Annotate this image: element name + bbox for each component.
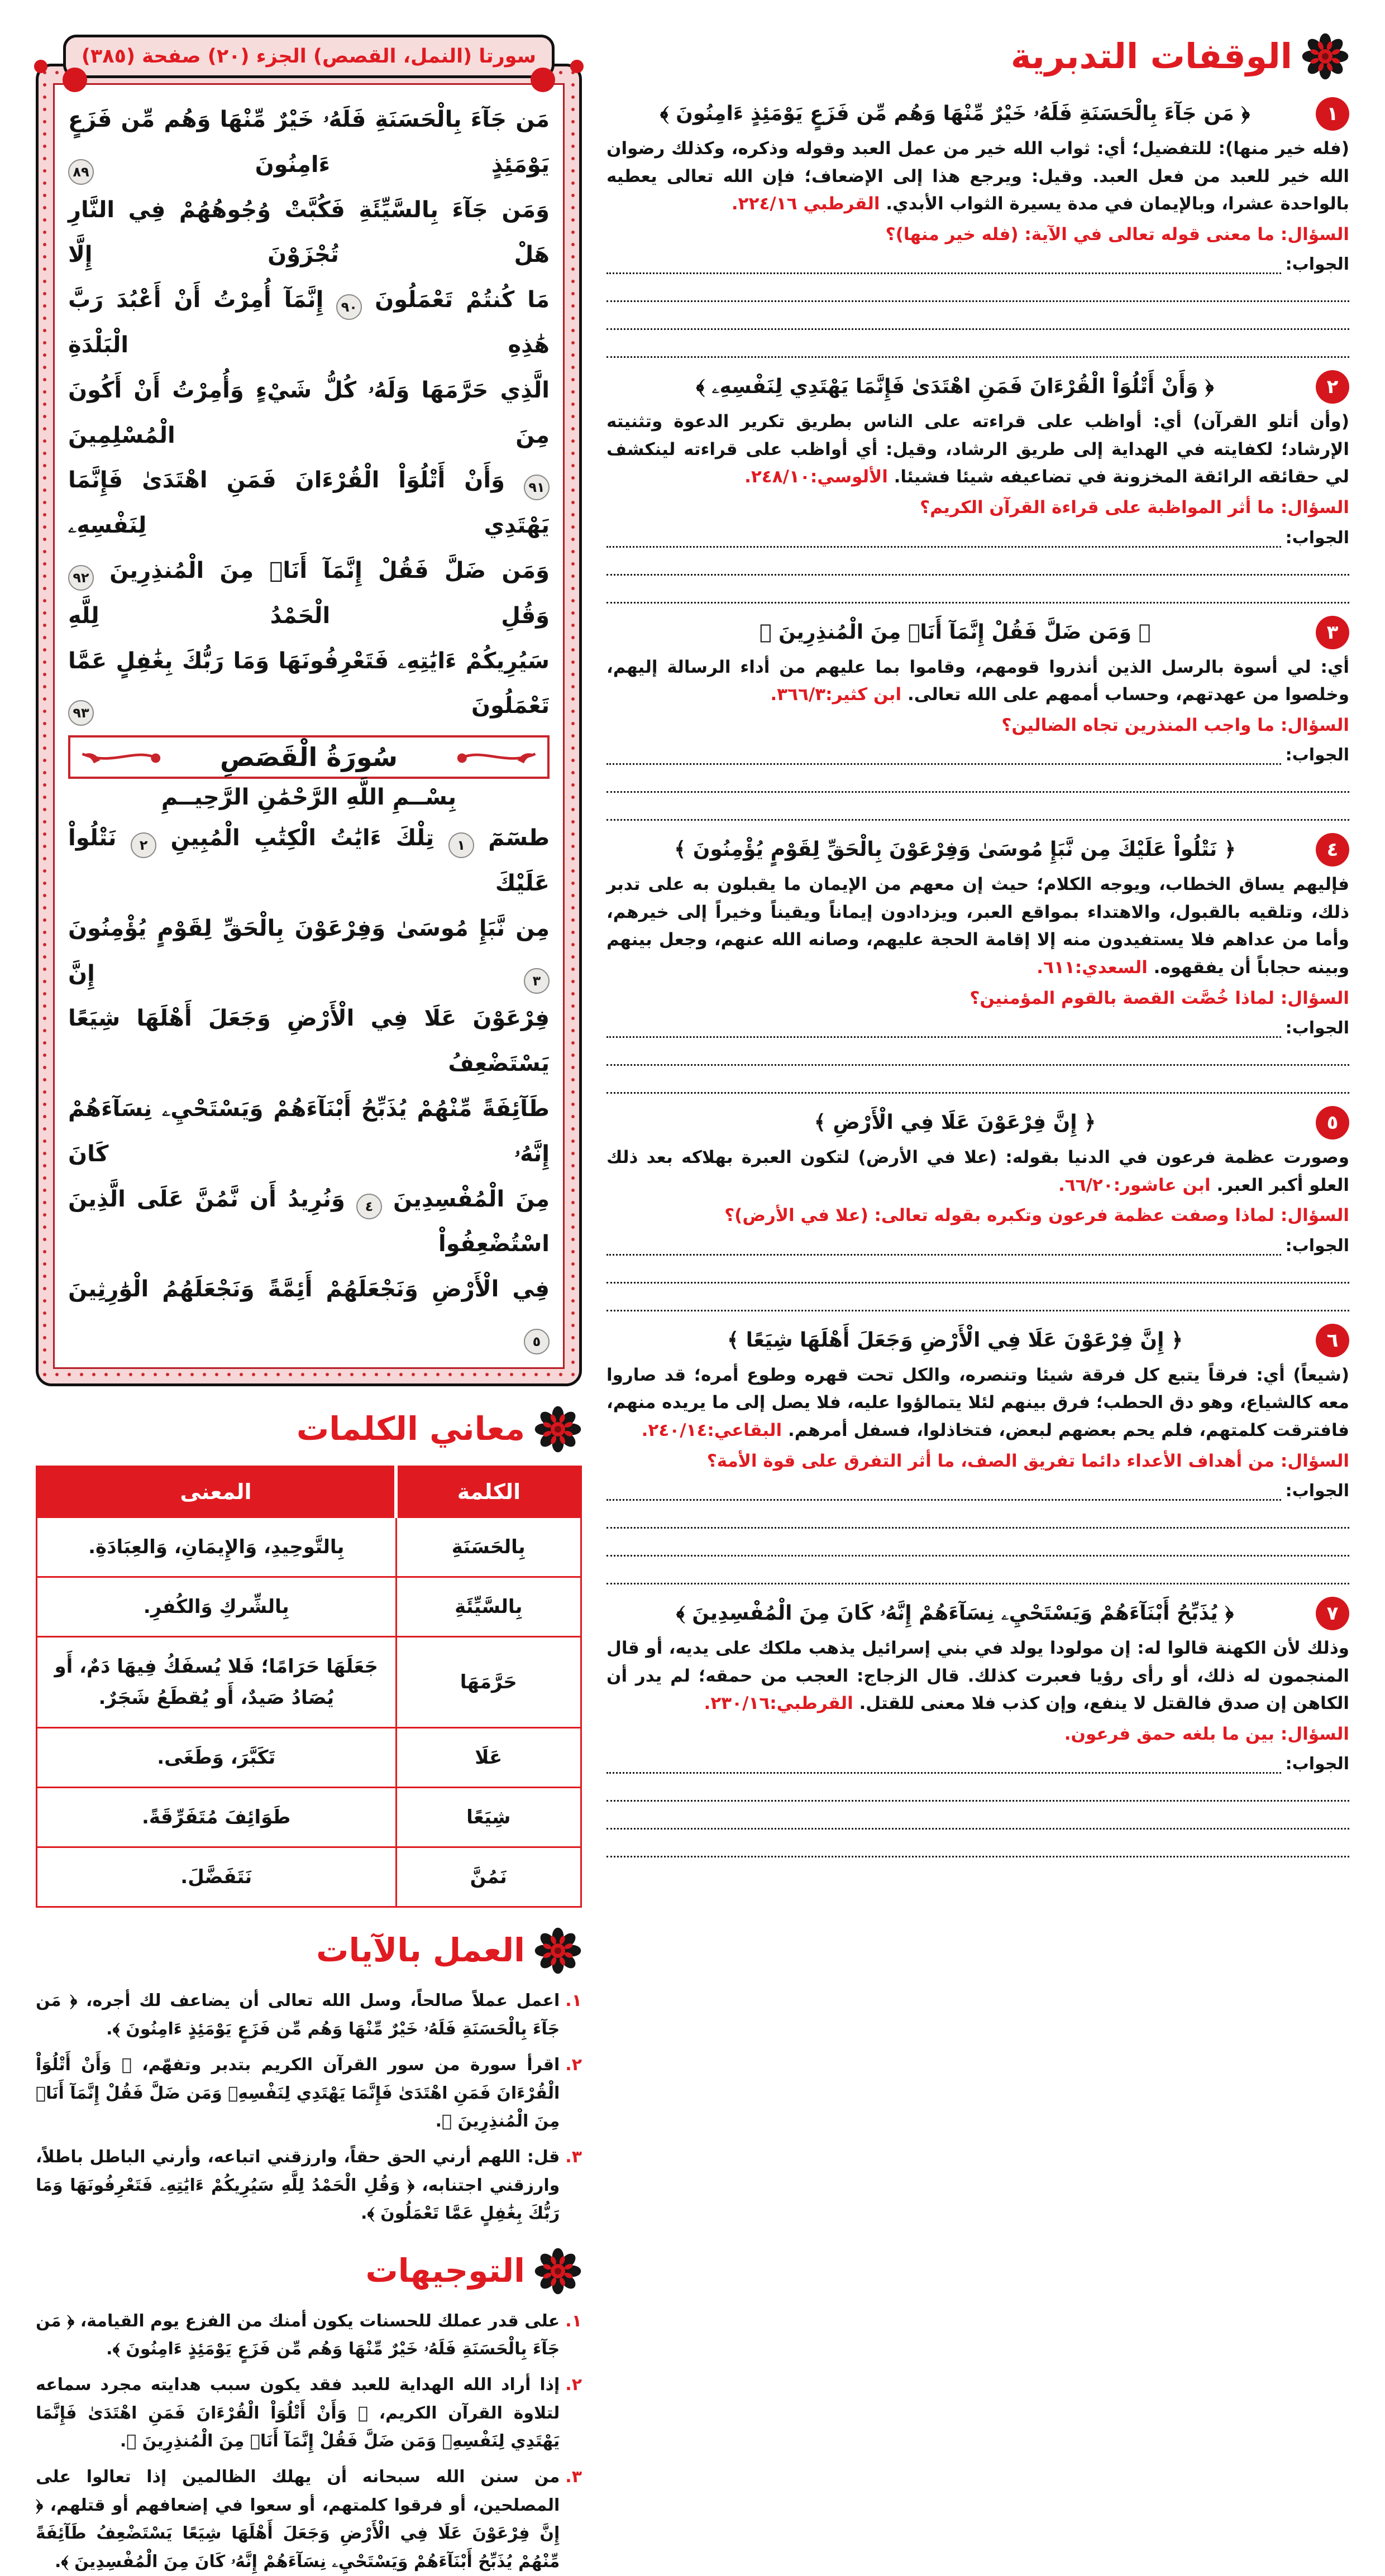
- question-body: لماذا خُصَّت القصة بالقوم المؤمنين؟: [970, 988, 1274, 1008]
- question-text: [606, 1203, 1349, 1229]
- question-body: من أهداف الأعداء دائما تفريق الصف، ما أثر التفرق على قوة الأمة؟: [707, 1451, 1274, 1471]
- meaning-cell: تَكَبَّرَ، وَطَغَى.: [37, 1728, 397, 1788]
- question-body: بين ما بلغه حمق فرعون.: [1064, 1724, 1274, 1744]
- question-label: السؤال:: [1281, 497, 1349, 518]
- answer-label: الجواب:: [1286, 1754, 1349, 1774]
- verse-text: ﴿ وَمَن ضَلَّ فَقُلْ إِنَّمَآ أَنَا۠ مِنَ الْمُنذِرِينَ ﴾: [606, 617, 1303, 648]
- answer-blank-line: [606, 1256, 1349, 1284]
- answer-row: [606, 1479, 1349, 1501]
- mushaf-lines-before: [68, 97, 550, 729]
- mushaf-line: وَمَن ضَلَّ فَقُلْ إِنَّمَآ أَنَا۠ مِنَ الْمُنذِرِينَ ٩٢ وَقُلِ الْحَمْدُ لِلَّهِ: [68, 548, 550, 639]
- ayah-number: ٩١: [524, 475, 550, 500]
- answer-row: [606, 744, 1349, 765]
- ayah-number: ٣: [524, 968, 550, 994]
- answer-extra-lines: [606, 1501, 1349, 1584]
- answer-blank-line: [606, 1501, 1349, 1529]
- commentary-text: [606, 1635, 1349, 1718]
- mushaf-line: وَمَن جَآءَ بِالسَّيِّئَةِ فَكُبَّتْ وُجُوهُهُمْ فِي النَّارِ هَلْ تُجْزَوْنَ إِلَّا: [68, 188, 550, 278]
- item-number: ٣.: [565, 2463, 582, 2576]
- list-item: [36, 1987, 582, 2043]
- answer-extra-lines: [606, 1256, 1349, 1311]
- meaning-cell: جَعَلَهَا حَرَامًا؛ فَلا يُسفَكُ فِيهَا دَمٌ، أَو يُصَادُ صَيدٌ، أَو يُقطَعُ شَجَرٌ.: [37, 1636, 397, 1727]
- question-text: [606, 712, 1349, 739]
- commentary-body: (شيعاً) أي: فرقاً يتبع كل فرقة شيئا وتنصره، والكل تحت قهره وطوع أمره؛ قد صاروا معه كالشياع، وهو دق الحطب؛ فرق بينهم لئلا يتمالؤوا عليه، فلا يصل إلى ما يريده منهم، فافترقت كلمتهم، فلم يحم بعضهم لبعض، فتخاذلوا، فسفل أمرهم.: [606, 1365, 1349, 1440]
- answer-label: الجواب:: [1286, 1481, 1349, 1501]
- question-body: ما أثر المواظبة على قراءة القرآن الكريم؟: [920, 497, 1274, 518]
- word-cell: بِالحَسَنَةِ: [396, 1517, 581, 1577]
- source-reference: ابن كثير:٣٦٦/٣.: [770, 684, 901, 705]
- item-text: على قدر عملك للحسنات يكون أمنك من الفزع يوم القيامة، ﴿ مَن جَآءَ بِالْحَسَنَةِ فَلَهُۥ خَيْرٌ مِّنْهَا وَهُم مِّن فَزَعٍ يَوْمَئِذٍ ءَامِنُونَ ﴾.: [36, 2307, 560, 2364]
- item-number: ٢.: [565, 2371, 582, 2455]
- tadabbur-section: [606, 1597, 1349, 1857]
- basmala: بِسْــمِ اللَّهِ الرَّحْمَٰنِ الرَّحِيــمِ: [68, 784, 550, 810]
- column-header-word: الكلمة: [396, 1466, 581, 1517]
- source-reference: القرطبي:٢٣٠/١٦.: [704, 1693, 853, 1713]
- answer-row: [606, 1234, 1349, 1256]
- verse-row: [606, 1597, 1349, 1630]
- rosette-icon: [534, 1927, 582, 1975]
- tadabbur-sections: [606, 85, 1349, 1857]
- commentary-text: [606, 408, 1349, 491]
- meaning-cell: نَتَفَضَّلَ.: [37, 1847, 397, 1907]
- commentary-body: وصورت عظمة فرعون في الدنيا بقوله: (علا في الأرض) لتكون العبرة بهلاكه بعد ذلك العلو أكبر العبر.: [606, 1147, 1349, 1195]
- table-row: [37, 1517, 581, 1577]
- word-cell: شِيَعًا: [396, 1788, 581, 1847]
- ayah-number: ٩٣: [68, 700, 94, 726]
- answer-blank-line: [606, 302, 1349, 330]
- verse-text: ﴿ نَتْلُواْ عَلَيْكَ مِن نَّبَإِ مُوسَىٰ وَفِرْعَوْنَ بِالْحَقِّ لِقَوْمٍ يُؤْمِنُونَ ﴾: [606, 834, 1303, 865]
- commentary-body: (فله خير منها): للتفضيل؛ أي: ثواب الله خير من عمل العبد وقوله وذكره، وكذلك رضوان الله خير للعبد من فعل العبد. وقيل: ويرجع هذا إلى الإضعاف؛ فإن الله تعالى يعطيه بالواحدة عشرا، وبالإيمان في مدة يسيرة الثواب الأبدي.: [606, 138, 1349, 214]
- ayah-number: ٥: [524, 1329, 550, 1354]
- mushaf-line: مِن نَّبَإِ مُوسَىٰ وَفِرْعَوْنَ بِالْحَقِّ لِقَوْمٍ يُؤْمِنُونَ ٣ إِنَّ: [68, 906, 550, 997]
- answer-blank-line: [606, 765, 1349, 793]
- verse-row: [606, 370, 1349, 404]
- mushaf-line: مِنَ الْمُفْسِدِينَ ٤ وَنُرِيدُ أَن نَّمُنَّ عَلَى الَّذِينَ اسْتُضْعِفُواْ: [68, 1177, 550, 1267]
- answer-blank-line: [606, 1802, 1349, 1830]
- answer-blank-line: [606, 1017, 1281, 1038]
- tadabbur-title: الوقفات التدبرية: [1011, 37, 1292, 75]
- section-number-badge: ٤: [1316, 833, 1349, 866]
- verse-text: ﴿ إِنَّ فِرْعَوْنَ عَلَا فِي الْأَرْضِ ﴾: [606, 1107, 1303, 1138]
- question-text: [606, 222, 1349, 248]
- section-number-badge: ١: [1316, 97, 1349, 131]
- ayah-number: ٢: [131, 832, 156, 858]
- answer-label: الجواب:: [1286, 528, 1349, 548]
- flourish-icon: [456, 746, 539, 768]
- question-label: السؤال:: [1281, 1205, 1349, 1225]
- question-label: السؤال:: [1281, 1451, 1349, 1471]
- question-body: ما واجب المنذرين تجاه الضالين؟: [1001, 715, 1274, 735]
- answer-blank-line: [606, 1479, 1281, 1501]
- section-number-badge: ٧: [1316, 1597, 1349, 1630]
- answer-blank-line: [606, 274, 1349, 302]
- answer-blank-line: [606, 1753, 1281, 1774]
- commentary-text: [606, 135, 1349, 218]
- tadabbur-column: [606, 32, 1349, 2576]
- verse-text: ﴿ يُذَبِّحُ أَبْنَآءَهُمْ وَيَسْتَحْيِۦ نِسَآءَهُمْ إِنَّهُۥ كَانَ مِنَ الْمُفْسِدِينَ ﴾: [606, 1598, 1303, 1629]
- column-header-meaning: المعنى: [37, 1466, 397, 1517]
- word-cell: حَرَّمَهَا: [396, 1636, 581, 1727]
- mushaf-line: مَا كُنتُمْ تَعْمَلُونَ ٩٠ إِنَّمَآ أُمِرْتُ أَنْ أَعْبُدَ رَبَّ هَٰذِهِ الْبَلْدَةِ: [68, 277, 550, 368]
- table-row: [37, 1636, 581, 1727]
- meaning-cell: بِالتَّوحِيدِ، وَالإِيمَانِ، وَالعِبَادَةِ.: [37, 1517, 397, 1577]
- ayah-number: ١: [448, 832, 474, 858]
- surah-name: سُورَةُ الْقَصَصِ: [220, 742, 398, 772]
- meaning-cell: طَوَائِفَ مُتَفَرِّقَةً.: [37, 1788, 397, 1847]
- mushaf-line: سَيُرِيكُمْ ءَايَٰتِهِۦ فَتَعْرِفُونَهَا وَمَا رَبُّكَ بِغَٰفِلٍ عَمَّا تَعْمَلُونَ ٩٣: [68, 639, 550, 729]
- question-label: السؤال:: [1281, 988, 1349, 1008]
- mushaf-line: فِي الْأَرْضِ وَنَجْعَلَهُمْ أَئِمَّةً وَنَجْعَلَهُمُ الْوَٰرِثِينَ ٥: [68, 1267, 550, 1357]
- word-meanings-heading: [36, 1405, 582, 1453]
- table-row: [37, 1788, 581, 1847]
- tadabbur-heading: [606, 32, 1349, 80]
- mushaf-page: [36, 35, 582, 1386]
- table-header-row: [37, 1466, 581, 1517]
- section-number-badge: ٦: [1316, 1324, 1349, 1357]
- verse-text: ﴿ وَأَنْ أَتْلُوَاْ الْقُرْءَانَ فَمَنِ اهْتَدَىٰ فَإِنَّمَا يَهْتَدِي لِنَفْسِهِۦ ﴾: [606, 371, 1303, 403]
- tawjihat-heading: [36, 2247, 582, 2295]
- ayah-number: ٤: [356, 1194, 382, 1219]
- mushaf-line: الَّذِي حَرَّمَهَا وَلَهُۥ كُلُّ شَيْءٍ وَأُمِرْتُ أَنْ أَكُونَ مِنَ الْمُسْلِمِينَ: [68, 368, 550, 458]
- commentary-body: (وأن أتلو القرآن) أي: أواظب على قراءته على الناس بطريق تكرير الدعوة وتثنيته الإرشاد؛ لكفايته في الهداية إلى طريق الرشاد، وقيل: أي أواظب على قراءته لينكشف لي حقائقه الرائقة المخزونة في تضاعيفه شيئا فشيئا.: [606, 411, 1349, 487]
- answer-blank-line: [606, 744, 1281, 765]
- answer-extra-lines: [606, 765, 1349, 821]
- commentary-body: وذلك لأن الكهنة قالوا له: إن مولودا يولد في بني إسرائيل يذهب ملكك على يديه، أو قال المنجمون له ذلك، أو رأى رؤيا فعبرت كذلك. قال الزجاج: العجب من حمقه؛ لم يدر أن الكاهن إن صدق فالقتل لا ينفع، وإن كذب فلا معنى للقتل.: [606, 1638, 1349, 1713]
- commentary-text: [606, 1362, 1349, 1445]
- item-number: ٣.: [565, 2143, 582, 2228]
- list-item: [36, 2371, 582, 2455]
- mushaf-lines-after: [68, 816, 550, 1357]
- section-number-badge: ٢: [1316, 370, 1349, 404]
- rosette-icon: [1301, 32, 1349, 80]
- item-text: قل: اللهم أرني الحق حقاً، وارزقني اتباعه، وأرني الباطل باطلاً، وارزقني اجتنابه، ﴿ وَقُلِ الْحَمْدُ لِلَّهِ سَيُرِيكُمْ ءَايَٰتِهِۦ فَتَعْرِفُونَهَا وَمَا رَبُّكَ بِغَٰفِلٍ عَمَّا تَعْمَلُونَ ﴾.: [36, 2143, 560, 2228]
- answer-extra-lines: [606, 1038, 1349, 1094]
- mushaf-text-area: [53, 83, 565, 1369]
- answer-extra-lines: [606, 274, 1349, 358]
- source-reference: البقاعي:٢٤٠/١٤.: [642, 1420, 782, 1440]
- answer-blank-line: [606, 793, 1349, 821]
- answer-blank-line: [606, 576, 1349, 604]
- question-body: لماذا وصفت عظمة فرعون وتكبره بقوله تعالى: (علا في الأرض)؟: [724, 1205, 1274, 1225]
- amal-heading: [36, 1927, 582, 1975]
- answer-blank-line: [606, 1234, 1281, 1256]
- verse-row: [606, 1106, 1349, 1139]
- item-text: اعمل عملاً صالحاً، وسل الله تعالى أن يضاعف لك أجره، ﴿ مَن جَآءَ بِالْحَسَنَةِ فَلَهُۥ خَيْرٌ مِّنْهَا وَهُم مِّن فَزَعٍ يَوْمَئِذٍ ءَامِنُونَ ﴾.: [36, 1987, 560, 2043]
- word-meanings-rows: [37, 1517, 581, 1907]
- list-item: [36, 2307, 582, 2364]
- question-text: [606, 1721, 1349, 1747]
- mushaf-line: طسٓمٓ ١ تِلْكَ ءَايَٰتُ الْكِتَٰبِ الْمُبِينِ ٢ نَتْلُواْ عَلَيْكَ: [68, 816, 550, 906]
- answer-blank-line: [606, 1038, 1349, 1066]
- answer-blank-line: [606, 548, 1349, 576]
- commentary-text: [606, 1144, 1349, 1199]
- question-label: السؤال:: [1281, 715, 1349, 735]
- word-meanings-table: [36, 1466, 582, 1908]
- verse-row: [606, 833, 1349, 866]
- question-text: [606, 985, 1349, 1012]
- verse-text: ﴿ مَن جَآءَ بِالْحَسَنَةِ فَلَهُۥ خَيْرٌ مِّنْهَا وَهُم مِّن فَزَعٍ يَوْمَئِذٍ ءَامِنُونَ ﴾: [606, 98, 1303, 130]
- verse-row: [606, 1324, 1349, 1357]
- question-label: السؤال:: [1281, 1724, 1349, 1744]
- word-cell: بِالسَّيِّئَةِ: [396, 1577, 581, 1636]
- answer-label: الجواب:: [1286, 1236, 1349, 1256]
- rosette-icon: [534, 1405, 582, 1453]
- commentary-body: أي: لي أسوة بالرسل الذين أنذروا قومهم، وقاموا بما عليهم من أداء الرسالة إليهم، وخلصوا من عهدتهم، وحساب أممهم على الله تعالى.: [606, 657, 1349, 705]
- list-item: [36, 2143, 582, 2228]
- mushaf-tab: [63, 35, 555, 78]
- table-row: [37, 1577, 581, 1636]
- answer-extra-lines: [606, 548, 1349, 604]
- answer-row: [606, 526, 1349, 548]
- question-label: السؤال:: [1281, 224, 1349, 245]
- verse-row: [606, 616, 1349, 649]
- question-body: ما معنى قوله تعالى في الآية: (فله خير منها)؟: [886, 224, 1274, 245]
- answer-blank-line: [606, 330, 1349, 358]
- answer-blank-line: [606, 1529, 1349, 1557]
- tadabbur-section: [606, 1106, 1349, 1311]
- answer-blank-line: [606, 1066, 1349, 1094]
- mushaf-line: ٩١ وَأَنْ أَتْلُوَاْ الْقُرْءَانَ فَمَنِ اهْتَدَىٰ فَإِنَّمَا يَهْتَدِي لِنَفْسِهِۦ: [68, 458, 550, 548]
- tadabbur-section: [606, 616, 1349, 821]
- study-column: [36, 32, 582, 2576]
- verse-text: ﴿ إِنَّ فِرْعَوْنَ عَلَا فِي الْأَرْضِ وَجَعَلَ أَهْلَهَا شِيَعًا ﴾: [606, 1325, 1303, 1356]
- answer-blank-line: [606, 1830, 1349, 1857]
- item-text: اقرأ سورة من سور القرآن الكريم بتدبر وتفهّم، ﴿ وَأَنْ أَتْلُوَاْ الْقُرْءَانَ فَمَنِ اهْتَدَىٰ فَإِنَّمَا يَهْتَدِي لِنَفْسِهِۦ وَمَن ضَلَّ فَقُلْ إِنَّمَآ أَنَا۠ مِنَ الْمُنذِرِينَ ﴾.: [36, 2051, 560, 2136]
- item-text: إذا أراد الله الهداية للعبد فقد يكون سبب هدايته مجرد سماعه لتلاوة القرآن الكريم، ﴿ وَأَنْ أَتْلُوَاْ الْقُرْءَانَ فَمَنِ اهْتَدَىٰ فَإِنَّمَا يَهْتَدِي لِنَفْسِهِۦ وَمَن ضَلَّ فَقُلْ إِنَّمَآ أَنَا۠ مِنَ الْمُنذِرِينَ ﴾.: [36, 2371, 560, 2455]
- word-cell: نَمُنَّ: [396, 1847, 581, 1907]
- flourish-icon: [78, 746, 162, 768]
- verse-row: [606, 97, 1349, 131]
- amal-title: العمل بالآيات: [316, 1933, 525, 1969]
- answer-blank-line: [606, 1284, 1349, 1311]
- mushaf-line: مَن جَآءَ بِالْحَسَنَةِ فَلَهُۥ خَيْرٌ مِّنْهَا وَهُم مِّن فَزَعٍ يَوْمَئِذٍ ءَامِنُونَ ٨٩: [68, 97, 550, 188]
- table-row: [37, 1728, 581, 1788]
- answer-label: الجواب:: [1286, 255, 1349, 274]
- source-reference: السعدي:٦١١.: [1037, 957, 1148, 978]
- answer-blank-line: [606, 1557, 1349, 1584]
- item-number: ١.: [565, 1987, 582, 2043]
- mushaf-ornate-frame: [36, 64, 582, 1386]
- list-item: [36, 2463, 582, 2576]
- ayah-number: ٩٢: [68, 565, 94, 591]
- question-text: [606, 1448, 1349, 1474]
- source-reference: القرطبي ٢٢٤/١٦.: [732, 194, 880, 214]
- mushaf-line: طَآئِفَةً مِّنْهُمْ يُذَبِّحُ أَبْنَآءَهُمْ وَيَسْتَحْيِۦ نِسَآءَهُمْ إِنَّهُۥ كَانَ: [68, 1086, 550, 1177]
- tadabbur-section: [606, 833, 1349, 1094]
- answer-row: [606, 253, 1349, 274]
- amal-items: [36, 1979, 582, 2228]
- tadabbur-section: [606, 1324, 1349, 1584]
- answer-row: [606, 1017, 1349, 1038]
- mushaf-line: فِرْعَوْنَ عَلَا فِي الْأَرْضِ وَجَعَلَ أَهْلَهَا شِيَعًا يَسْتَضْعِفُ: [68, 996, 550, 1086]
- answer-blank-line: [606, 526, 1281, 548]
- section-number-badge: ٥: [1316, 1106, 1349, 1139]
- question-text: [606, 495, 1349, 521]
- tadabbur-section: [606, 97, 1349, 358]
- table-row: [37, 1847, 581, 1907]
- mushaf-tab-title: سورتا (النمل، القصص) الجزء (٢٠) صفحة (٣٨٥): [82, 45, 536, 68]
- tadabbur-section: [606, 370, 1349, 603]
- meaning-cell: بِالشِّركِ وَالكُفرِ.: [37, 1577, 397, 1636]
- commentary-text: [606, 871, 1349, 981]
- word-meanings-title: معاني الكلمات: [297, 1411, 525, 1447]
- rosette-icon: [534, 2247, 582, 2295]
- ayah-number: ٨٩: [68, 159, 94, 185]
- source-reference: ابن عاشور:٦٦/٢٠.: [1058, 1175, 1211, 1195]
- answer-label: الجواب:: [1286, 1018, 1349, 1038]
- answer-blank-line: [606, 1774, 1349, 1802]
- source-reference: الألوسي:٢٤٨/١٠.: [744, 467, 888, 487]
- section-number-badge: ٣: [1316, 616, 1349, 649]
- tawjihat-title: التوجيهات: [365, 2253, 525, 2289]
- answer-label: الجواب:: [1286, 745, 1349, 765]
- commentary-body: فإليهم يساق الخطاب، ويوجه الكلام؛ حيث إن معهم من الإيمان ما يقبلون به على تدبر ذلك، وتلقيه بالقبول، والاهتداء بمواقع العبر، ويزدادون إيماناً ويقيناً وخيراً إلى خيرهم، وأما من عداهم فلا يستفيدون منه إلا إقامة الحجة عليهم، وصانه الله عنهم، وجعل بينهم وبينه حجاباً أن يفقهوه.: [606, 874, 1349, 978]
- commentary-text: [606, 654, 1349, 709]
- surah-header: [68, 735, 550, 779]
- item-text: من سنن الله سبحانه أن يهلك الظالمين إذا تعالوا على المصلحين، أو فرقوا كلمتهم، أو سعوا في إضعافهم أو قتلهم، ﴿ إِنَّ فِرْعَوْنَ عَلَا فِي الْأَرْضِ وَجَعَلَ أَهْلَهَا شِيَعًا يَسْتَضْعِفُ طَآئِفَةً مِّنْهُمْ يُذَبِّحُ أَبْنَآءَهُمْ وَيَسْتَحْيِۦ نِسَآءَهُمْ إِنَّهُۥ كَانَ مِنَ الْمُفْسِدِينَ ﴾.: [36, 2463, 560, 2576]
- item-number: ١.: [565, 2307, 582, 2364]
- answer-extra-lines: [606, 1774, 1349, 1857]
- tawjihat-items: [36, 2300, 582, 2576]
- ayah-number: ٩٠: [336, 294, 362, 320]
- answer-row: [606, 1753, 1349, 1774]
- item-number: ٢.: [565, 2051, 582, 2136]
- word-cell: عَلَا: [396, 1728, 581, 1788]
- answer-blank-line: [606, 253, 1281, 274]
- list-item: [36, 2051, 582, 2136]
